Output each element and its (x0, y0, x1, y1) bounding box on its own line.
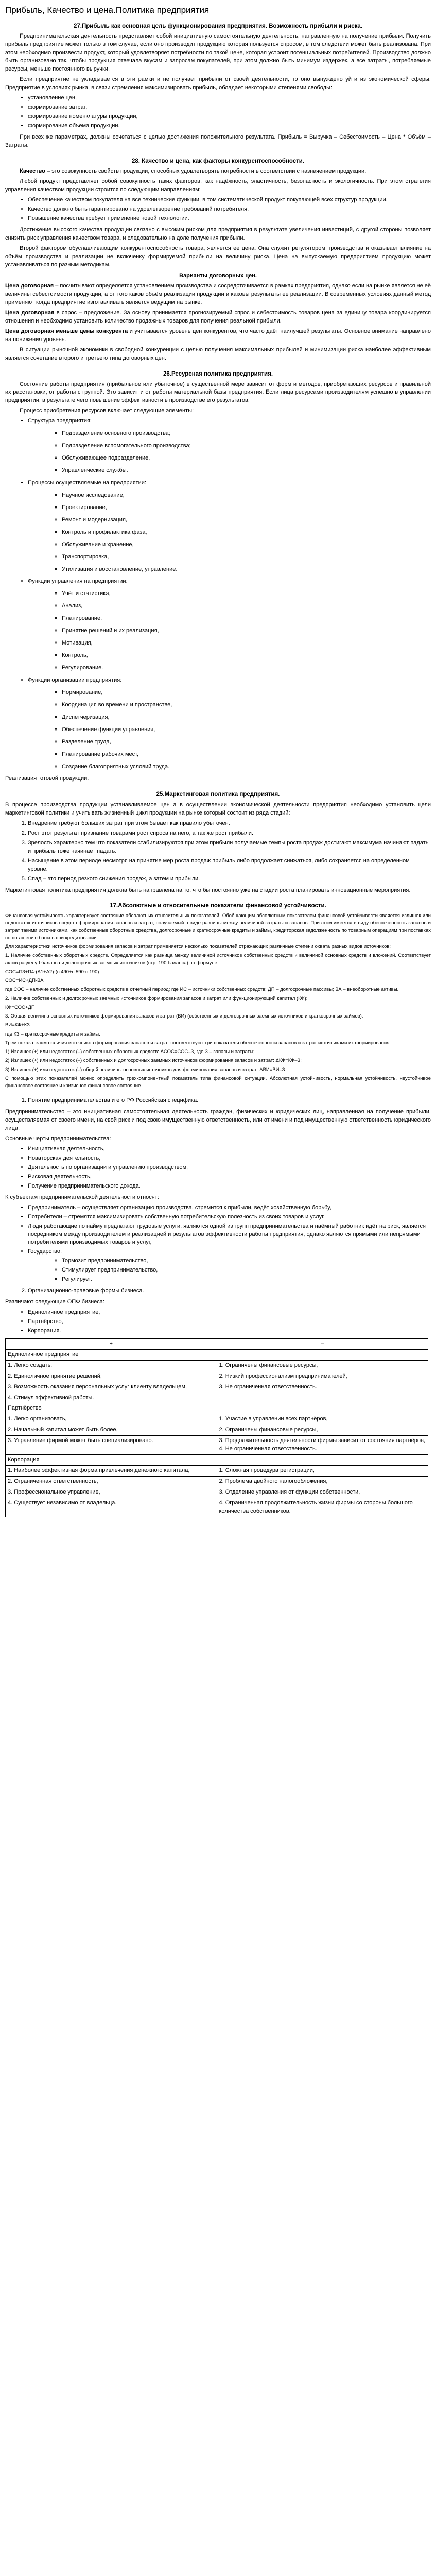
list-item: ◦ Утилизация и восстановление, управление. (62, 566, 431, 574)
contract-price-2-text: в спрос – предложение. За основу принимается прогнозируемый спрос и себестоимость товаров цена за единицу товара координируется отношения и необходимо установить количество продажных товаров для получения реальной прибыли. (5, 310, 431, 325)
section-28-para-3: Достижение высокого качества продукции связано с высоким риском для предприятия в результате увеличения инвестиций, с другой стороны позволяет снизить риск управления качеством товара, и следовательно на доле получения прибыли. (5, 226, 431, 241)
section-26-list (5, 417, 431, 771)
section-28-para-4: Второй фактором обуславливающим конкурентоспособность товара, является ее цена. Она служит регулятором производства и оказывает влияние на объём производства и реализации не включенку формируемой прибыли на величину риска. Цена на выпускаемую предприятием продукцию может устанавливаться по разным методикам. (5, 245, 431, 268)
table-row (6, 1487, 428, 1498)
section-17-line: где СОС – наличие собственных оборотных средств в отчетный период; где ИС – источники собственных средств; ДП – долгосрочные пассивы; ВА – внеоборотные активы. (5, 987, 399, 993)
table-cell: 1. Участие в управлении всех партнёров, (217, 1414, 428, 1425)
table-cell: 2. Низкий профессионализм предпринимателей, (217, 1371, 428, 1382)
list-item: • Единоличное предприятие, (28, 1309, 431, 1317)
table-cell: 2. Ограниченная ответственность, (6, 1477, 217, 1487)
list-item: • Предприниматель – осуществляет организацию производства, стремится к прибыли, ведёт хозяйственную борьбу, (28, 1204, 431, 1212)
list-item: • Новаторская деятельность, (28, 1155, 431, 1163)
list-item: ◦ Тормозит предпринимательство, (62, 1257, 431, 1265)
list-item: 1. Понятие предпринимательства и его РФ Российская специфика. (28, 1097, 431, 1105)
list-item: ◦ Ремонт и модернизация, (62, 516, 431, 524)
table-row (6, 1360, 428, 1371)
sub-list (28, 1257, 431, 1284)
table-cell: 1. Наиболее эффективная форма привлечения денежного капитала, (6, 1466, 217, 1477)
list-item: • формирование затрат, (28, 104, 431, 112)
list-item: 5. Спад – это период резкого снижения продаж, а затем и прибыли. (28, 875, 431, 884)
list-item: 2. Организационно-правовые формы бизнеса. (28, 1287, 431, 1295)
section-25-para-2: Маркетинговая политика предприятия должна быть направлена на то, что бы постоянно уже на стадии роста планировать инновационные мероприятия. (5, 887, 411, 893)
section-27-heading: 27.Прибыль как основная цель функционирования предприятия. Возможность прибыли и риска. (74, 23, 362, 29)
list-item: 4. Насыщение в этом периоде несмотря на принятие мер роста продаж прибыль либо продолжает снижаться, либо сохраняется на определенном уровне. (28, 857, 431, 874)
list-item (28, 676, 431, 771)
table-cell: 1. Легко создать, (6, 1360, 217, 1371)
table-cell: 2. Начальный капитал может быть более, (6, 1425, 217, 1436)
table-cell: 3. Возможность оказания персональных услуг клиенту владельцем, (6, 1382, 217, 1393)
list-item: ◦ Планирование, (62, 615, 431, 623)
contract-price-3-term: Цена договорная меньше цены конкурента (5, 328, 128, 335)
list-item (28, 1248, 431, 1284)
list-heading: Государство: (28, 1248, 62, 1255)
list-item (28, 578, 431, 672)
list-item (28, 417, 431, 475)
entrepreneurship-heading-list (5, 1097, 431, 1105)
section-25 (5, 790, 431, 894)
list-heading: Функции организации предприятия: (28, 676, 122, 683)
section-17-line: 2. Наличие собственных и долгосрочных заемных источников формирования запасов и затрат или функционирующий капитал (КФ): (5, 995, 308, 1002)
section-17-line: Для характеристики источников формирования запасов и затрат применяется несколько показателей отражающих различные степени охвата разных видов источников: (5, 944, 391, 950)
section-27 (5, 22, 431, 150)
table-row (6, 1393, 428, 1403)
list-item: ◦ Координация во времени и пространстве, (62, 701, 431, 709)
table-row (6, 1466, 428, 1477)
entrepreneurship-traits-list (5, 1145, 431, 1191)
section-28-para-1 (5, 167, 431, 176)
list-item: ◦ Обслуживание и хранение, (62, 541, 431, 549)
section-27-para-1: Предпринимательская деятельность представляет собой инициативную самостоятельную деятельность, направленную на получение прибыли. Получить прибыль предприятие может только в том случае, если оно производит продукцию которая пользуется спросом, в том следствии может быть реализована. При этом необходимо произвести продукт, который удовлетворяет потребности по такой цене, которая устроит потенциальных потребителей. Производство должно быть организовано так, чтобы продукция отвечала вкусам и запросам покупателей, при этом должно быть минимум издержек, а все затраты, потребляемые ресурсы, меньше постоянного выручки. (5, 33, 431, 73)
section-26-para-1: Состояние работы предприятия (прибыльное или убыточное) в существенной мере зависит от форм и методов, приобретающих ресурсов и правильной их расстановки, от работы с группой. Это зависит и от работы материальной базы предприятия. Если лица ресурсами производителям успешно в управлении предприятии, в результате чего повышение эффективности в производстве его результатов. (5, 381, 431, 404)
sub-list (28, 492, 431, 574)
list-item: ◦ Подразделение основного производства; (62, 430, 431, 438)
section-27-para-2: Если предприятие не укладывается в эти рамки и не получает прибыли от своей деятельности, то оно вынуждено уйти из экономической сферы. Предприятие в условиях рынка, в связи стремления максимизировать прибыль, обладает некоторыми степенями свободы: (5, 76, 431, 91)
table-cell: 3. Отделение управления от функции собственности, (217, 1487, 428, 1498)
list-item: ◦ Проектирование, (62, 504, 431, 512)
section-17-line: С помощью этих показателей можно определить трехкомпонентный показатель типа финансовой ситуации. Абсолютная устойчивость, нормальная устойчивость, неустойчивое финансовое состояние и кризисное финансовое состояние. (5, 1075, 431, 1089)
section-26 (5, 370, 431, 784)
section-27-list (5, 94, 431, 130)
table-row (6, 1382, 428, 1393)
document-title: Прибыль, Качество и цена.Политика предприятия (5, 5, 210, 15)
table-cell: 4. Стимул эффективной работы. (6, 1393, 217, 1403)
opf-heading-list (5, 1287, 431, 1295)
term-quality: Качество (20, 168, 45, 175)
table-cell: 2. Единоличное принятие решений, (6, 1371, 217, 1382)
section-27-para-3: При всех же параметрах, должны сочетаться с целью достижения положительного результата. Прибыль = Выручка – Себестоимость – Цена * Объём – Затраты. (5, 133, 431, 148)
entrepreneurship-para-2: Основные черты предпринимательства: (5, 1136, 111, 1142)
section-28-para-2: Любой продукт представляет собой совокупность таких факторов, как надёжность, эластичность, безопасность и экологичность. При этом стратегия управления качеством продукции строится по следующим направлениям: (5, 178, 431, 193)
list-item: • Обеспечение качеством покупателя на все технические функции, в том систематической продукт покупающей всех структур продукции, (28, 196, 431, 205)
formula-line: ВИ=КФ+КЗ (5, 1022, 30, 1028)
table-cell: 3. Профессиональное управление, (6, 1487, 217, 1498)
table-group-corporation: Корпорация (6, 1455, 428, 1466)
list-item (28, 479, 431, 574)
section-17-line: Трем показателям наличия источников формирования запасов и затрат соответствуют три показателя обеспеченности запасов и затрат источниками их формирования: (5, 1040, 391, 1046)
list-item: • установление цен, (28, 94, 431, 103)
opf-para: Различают следующие ОПФ бизнеса: (5, 1299, 104, 1306)
section-17-line: 1) Излишек (+) или недостаток (–) собственных оборотных средств: ΔСОС=СОС–З, где З – запасы и затраты; (5, 1049, 255, 1055)
list-item: 1. Внедрение требуют больших затрат при этом бывает как правило убыточен. (28, 820, 431, 828)
section-17-line: Финансовая устойчивость характеризует состояние абсолютных относительных показателей. Обобщающим абсолютным показателем финансовой устойчивости является излишек или недостаток источников средств формирования запасов и затрат, получаемый в виде разницы между величиной затраты и запасов. При этом имеется в виду обеспеченность запасов и затрат такими источниками, как собственные оборотные средства, долгосрочные и краткосрочные кредиты и займы, кредиторская задолженность по товарным операциям при поставках по погашению банков при кредитовании. (5, 913, 431, 941)
table-row (6, 1477, 428, 1487)
section-28 (5, 157, 431, 363)
list-item: ◦ Принятие решений и их реализация, (62, 627, 431, 635)
list-item: ◦ Разделение труда, (62, 738, 431, 747)
table-group-partnership: Партнёрство (6, 1403, 428, 1414)
table-row (6, 1414, 428, 1425)
contract-price-2 (5, 309, 431, 326)
formula-line: СОС=ИС+ДП-ВА (5, 978, 44, 984)
list-item: ◦ Диспетчеризация, (62, 714, 431, 722)
formula-line: СОС=П3+П4-(А1+А2)-(с.490+с.590-с.190) (5, 969, 99, 975)
list-item: • Партнёрство, (28, 1318, 431, 1326)
list-item: • Качество должно быть гарантировано на удовлетворение требований потребителя, (28, 206, 431, 214)
table-cell (217, 1393, 428, 1403)
list-item: ◦ Учёт и статистика, (62, 590, 431, 598)
section-17-line: 3. Общая величина основных источников формирования запасов и затрат (ВИ) (собственных и долгосрочных заемных источников и краткосрочных займов): (5, 1013, 363, 1020)
list-item: • Повышение качества требует применение новой технологии. (28, 215, 431, 223)
list-item: ◦ Подразделение вспомогательного производства; (62, 442, 431, 450)
section-17-line: где КЗ – краткосрочные кредиты и займы. (5, 1031, 100, 1037)
list-item: ◦ Контроль и профилактика фаза, (62, 529, 431, 537)
list-item: • Рисковая деятельность, (28, 1173, 431, 1181)
contract-price-2-term: Цена договорная (5, 310, 55, 316)
section-17-line: 3) Излишек (+) или недостаток (–) общей величины основных источников для формирования запасов и затрат: ΔВИ=ВИ–З. (5, 1066, 287, 1073)
section-28-heading: 28. Качество и цена, как факторы конкурентоспособности. (131, 158, 304, 164)
section-17 (5, 902, 431, 1090)
list-item: • Инициативная деятельность, (28, 1145, 431, 1154)
table-row (6, 1338, 428, 1349)
formula-line: КФ=СОС+ДП (5, 1004, 35, 1010)
list-item: • формирование объёма продукции. (28, 122, 431, 130)
table-cell: 3. Продолжительность деятельности фирмы зависит от состояния партнёров, 4. Не ограниченная ответственность. (217, 1436, 428, 1455)
table-row (6, 1455, 428, 1466)
section-26-para-3: Реализация готовой продукции. (5, 775, 89, 782)
list-item: ◦ Анализ, (62, 602, 431, 611)
list-item: ◦ Регулирование. (62, 664, 431, 672)
contract-price-3-text: и учитывается уровень цен конкурентов, что часто даёт наилучшей результаты. Основное внимание направлено на понижения уровень. (5, 328, 431, 343)
list-item: ◦ Планирование рабочих мест, (62, 751, 431, 759)
contract-price-3 (5, 328, 431, 344)
opf-forms-list (5, 1309, 431, 1335)
subjects-list (5, 1204, 431, 1284)
table-row (6, 1349, 428, 1360)
table-cell: 1. Сложная процедура регистрации, (217, 1466, 428, 1477)
list-item: • Деятельность по организации и управлению производством, (28, 1164, 431, 1172)
list-item: ◦ Управленческие службы. (62, 467, 431, 475)
list-heading: Процессы осуществляемые на предприятии: (28, 479, 147, 486)
list-item: ◦ Нормирование, (62, 689, 431, 697)
list-item: • Корпорация. (28, 1327, 431, 1335)
sub-list (28, 590, 431, 672)
list-item: • формирование номенклатуры продукции, (28, 113, 431, 121)
list-item: 3. Зрелость характерно тем что показатели стабилизируются при этом прибыли получаемые темпы роста продаж достигают максимума начинают падать и прибыль тоже начинает падать. (28, 839, 431, 856)
list-item: ◦ Обслуживающее подразделение, (62, 454, 431, 463)
table-cell: 1. Легко организовать, (6, 1414, 217, 1425)
section-26-heading: 26.Ресурсная политика предприятия. (163, 370, 273, 377)
list-item: ◦ Создание благоприятных условий труда. (62, 763, 431, 771)
section-25-list (5, 820, 431, 884)
section-25-para-1: В процессе производства продукции устанавливаемое цен а в осуществлении экономической деятельности предприятия необходимо установить цели маркетинговой политики и учитывать жизненный цикл продукции на рынке который состоит из ряда стадий: (5, 802, 431, 817)
list-heading: Структура предприятия: (28, 418, 92, 425)
contract-prices-heading: Варианты договорных цен. (179, 273, 257, 279)
contract-price-1-term: Цена договорная (5, 283, 54, 290)
section-17-body (5, 912, 431, 1090)
table-cell: 3. Управление фирмой может быть специализировано. (6, 1436, 217, 1455)
table-row (6, 1425, 428, 1436)
business-forms-table (5, 1338, 428, 1517)
sub-list (28, 430, 431, 475)
table-cell: 3. Не ограниченная ответственность. (217, 1382, 428, 1393)
list-item: ◦ Контроль, (62, 652, 431, 660)
list-item: ◦ Обеспечение функции управления, (62, 726, 431, 734)
table-header-plus: + (6, 1338, 217, 1349)
section-28-para-5: В ситуации рыночной экономики в свободной конкуренции с целью получения максимальных прибылей и минимизации риска наиболее эффективным является сочетание второго и третьего типа договорных цен. (5, 346, 431, 361)
list-item: • Потребители – стремятся максимизировать собственную потребительскую полезность из своих товаров и услуг, (28, 1213, 431, 1222)
list-item: 2. Рост этот результат признание товарами рост спроса на него, а так же рост прибыли. (28, 829, 431, 838)
list-heading: Функции управления на предприятии: (28, 578, 128, 585)
list-item: ◦ Стимулирует предпринимательство, (62, 1266, 431, 1275)
quality-definition: – это совокупность свойств продукции, способных удовлетворять потребности в соответствии с назначением продукции. (45, 168, 367, 175)
section-28-list (5, 196, 431, 223)
section-17-line: 2) Излишек (+) или недостаток (–) собственных и долгосрочных заемных источников формирования запасов и затрат: ΔКФ=КФ–З; (5, 1058, 302, 1064)
table-cell: 4. Ограниченная продолжительность жизни фирмы со стороны большого количества собственников. (217, 1498, 428, 1517)
list-item: • Люди работающие по найму предлагают трудовые услуги, являются одной из групп предпринимательства и наёмный работник идёт на риск, является посредником между производителем и реализацией и результатов эффективности работы предприятия, однако являются прямыми или непрямыми потребителями производимых товаров и услуг, (28, 1223, 431, 1247)
table-row (6, 1403, 428, 1414)
table-cell: 2. Ограничены финансовые ресурсы, (217, 1425, 428, 1436)
table-row (6, 1436, 428, 1455)
section-17-line: 1. Наличие собственных оборотных средств. Определяется как разница между величиной источников собственных средств и величиной основных средств и вложений. Соответствует актив разделу I баланса и долгосрочных заемных источников (стр. 190 баланса) по формуле: (5, 953, 431, 966)
section-26-para-2: Процесс приобретения ресурсов включает следующие элементы: (20, 408, 194, 414)
entrepreneurship-para-1: Предпринимательство – это инициативная самостоятельная деятельность граждан, физических и юридических лиц, направленная на получение прибыли, осуществляемая от своего имени, на свой риск и под свою имущественную ответственность, или от имени и под имущественную ответственность юридического лица. (5, 1109, 431, 1132)
contract-price-1-text: – посчитывают определяется установлением производства и сосредоточивается в рамках предприятия, однако если на рынке является не её величины себестоимости продукции, а от того каков объём реализации продукции и каковы результаты ее реализации. В современных условиях данный метод применяют когда предприятие изготавливать является ведущим на рынке. (5, 283, 431, 306)
table-cell: 2. Проблема двойного налогообложения, (217, 1477, 428, 1487)
entrepreneurship-para-3: К субъектам предпринимательской деятельности относят: (5, 1194, 159, 1200)
list-item: ◦ Мотивация, (62, 639, 431, 648)
list-item: ◦ Регулирует. (62, 1276, 431, 1284)
table-cell: 1. Ограничены финансовые ресурсы, (217, 1360, 428, 1371)
table-cell: 4. Существует независимо от владельца. (6, 1498, 217, 1517)
list-item: ◦ Научное исследование, (62, 492, 431, 500)
table-row (6, 1371, 428, 1382)
list-item: • Получение предпринимательского дохода. (28, 1182, 431, 1191)
section-17-heading: 17.Абсолютные и относительные показатели финансовой устойчивости. (110, 903, 326, 909)
section-entrepreneurship (5, 1097, 431, 1517)
table-header-minus: – (217, 1338, 428, 1349)
section-25-heading: 25.Маркетинговая политика предприятия. (156, 791, 280, 798)
table-group-sole: Единоличное предприятие (6, 1349, 428, 1360)
table-row (6, 1498, 428, 1517)
contract-price-1 (5, 282, 431, 307)
sub-list (28, 689, 431, 771)
list-item: ◦ Транспортировка, (62, 553, 431, 562)
